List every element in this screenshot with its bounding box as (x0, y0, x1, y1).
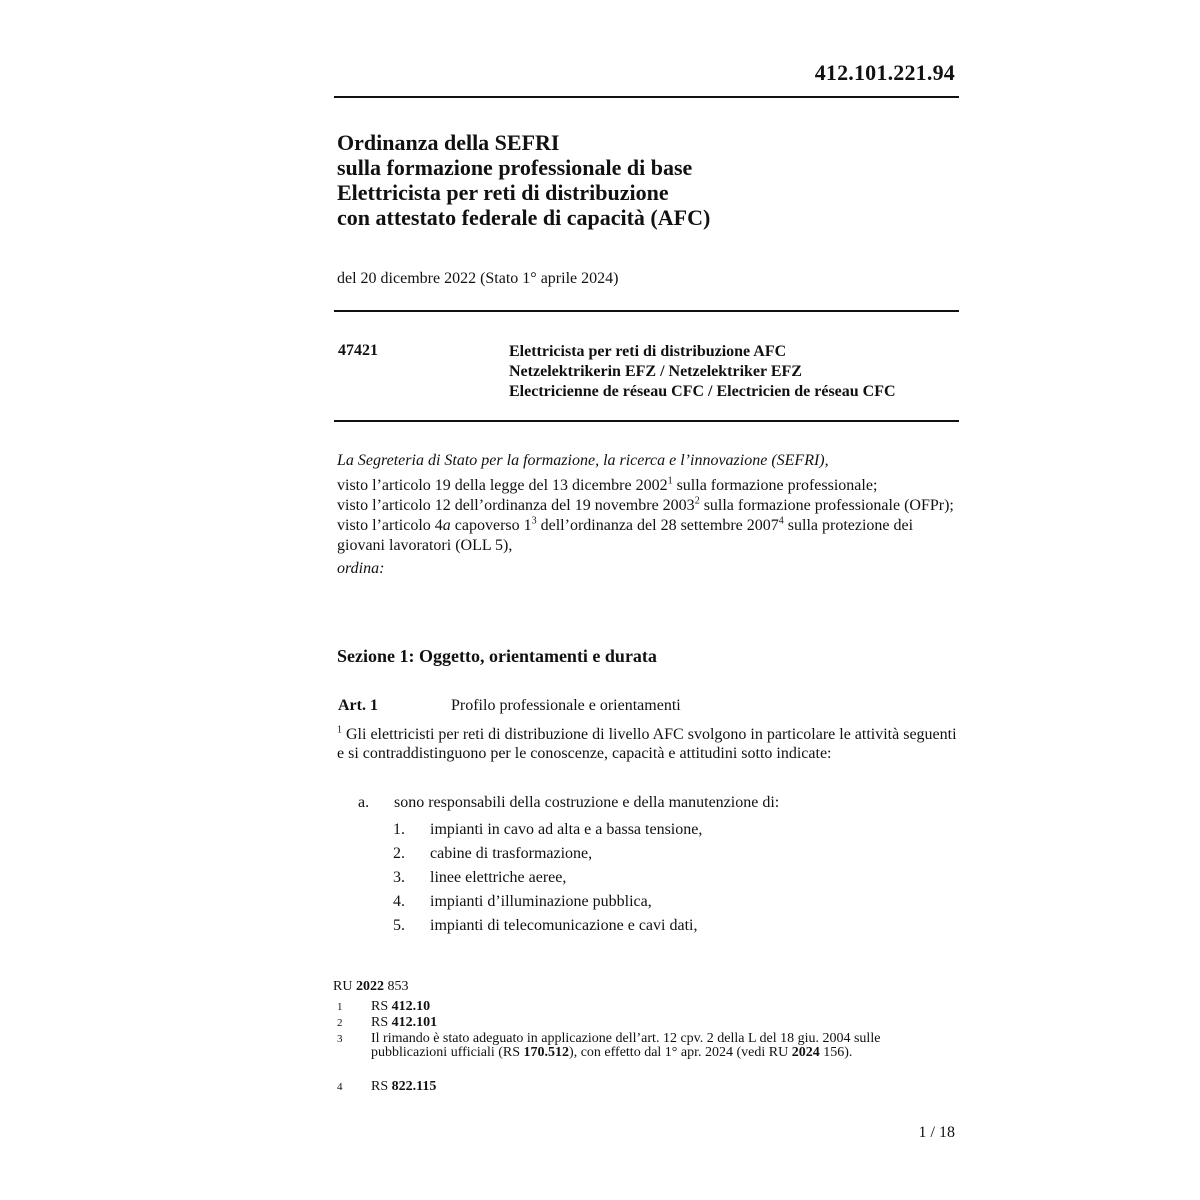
page-number: 1 / 18 (918, 1124, 955, 1141)
title-rule (334, 310, 959, 312)
preamble-visto-3: visto l’articolo 4a capoverso $1^3$ dell’ordinanza del 28 settembre 2007$^4$ sulla protezione dei giovani lavoratori (OLL 5), (337, 515, 914, 554)
document-date: del 20 dicembre 2022 (Stato 1° aprile 2024) (337, 270, 619, 287)
list-item: 2. cabine di trasformazione, (393, 845, 593, 862)
profession-names (509, 342, 896, 402)
preamble-ordina: ordina: (337, 560, 385, 577)
preamble-authority: La Segreteria di Stato per la formazione, la ricerca e l’innovazione (SEFRI), (337, 452, 829, 469)
profession-name-de: Netzelektrikerin EFZ / Netzelektriker EFZ (509, 363, 802, 380)
profession-code: 47421 (338, 342, 378, 359)
official-reference: RU 2022 853 (333, 979, 409, 994)
article-label: Art. 1 (338, 697, 378, 714)
footnote-1: 1 RS 412.10 (337, 999, 431, 1014)
preamble-visto-1: visto l’articolo 19 della legge del 13 dicembre 2002$^1$ sulla formazione professionale; (337, 475, 878, 494)
document-title (337, 130, 710, 230)
list-letter-text: sono responsabili della costruzione e della manutenzione di: (394, 794, 780, 811)
preamble-visto-2: visto l’articolo 12 dell’ordinanza del 19 novembre 2003$^2$ sulla formazione professionale (OFPr); (337, 495, 954, 514)
profession-name-it: Elettricista per reti di distribuzione AFC (509, 343, 787, 360)
footnote-ref-3[interactable]: 3 (531, 515, 537, 527)
footnote-3: 3 Il rimando è stato adeguato in applicazione dell’art. 12 cpv. 2 della L del 18 giu. 2004 sulle pubblicazioni ufficiali (RS 170.512), con effetto dal 1° apr. 2024 (vedi RU 2024 156). (337, 1031, 881, 1060)
list-letter-marker: a. (358, 794, 370, 811)
footnote-ref-2[interactable]: 2 (694, 495, 700, 507)
list-item: 3. linee elettriche aeree, (393, 869, 567, 886)
preamble (337, 451, 962, 579)
title-line: Elettricista per reti di distribuzione (337, 180, 669, 205)
list-item: 4. impianti d’illuminazione pubblica, (393, 893, 652, 910)
list-item: 1. impianti in cavo ad alta e a bassa tensione, (393, 821, 703, 838)
footnote-ref-4[interactable]: 4 (778, 515, 784, 527)
article-title: Profilo professionale e orientamenti (451, 697, 681, 714)
section-heading: Sezione 1: Oggetto, orientamenti e durata (337, 646, 657, 666)
profession-rule (334, 420, 959, 422)
header-rule (334, 96, 959, 98)
numbered-list (393, 818, 702, 938)
footnote-ref-1[interactable]: 1 (667, 475, 673, 487)
document-number: 412.101.221.94 (814, 60, 955, 85)
profession-name-fr: Electricienne de réseau CFC / Electricien de réseau CFC (509, 383, 896, 400)
title-line: Ordinanza della SEFRI (337, 130, 560, 155)
list-item: 5. impianti di telecomunicazione e cavi dati, (393, 917, 698, 934)
title-line: sulla formazione professionale di base (337, 155, 693, 180)
article-paragraph: $^1$ Gli elettricisti per reti di distribuzione di livello AFC svolgono in particolare le attività seguenti e si contraddistinguono per le conoscenze, capacità e attitudini sotto indicate: (337, 724, 957, 762)
footnote-4: 4 RS 822.115 (337, 1079, 437, 1094)
footnote-2: 2 RS 412.101 (337, 1015, 438, 1030)
title-line: con attestato federale di capacità (AFC) (337, 205, 711, 230)
